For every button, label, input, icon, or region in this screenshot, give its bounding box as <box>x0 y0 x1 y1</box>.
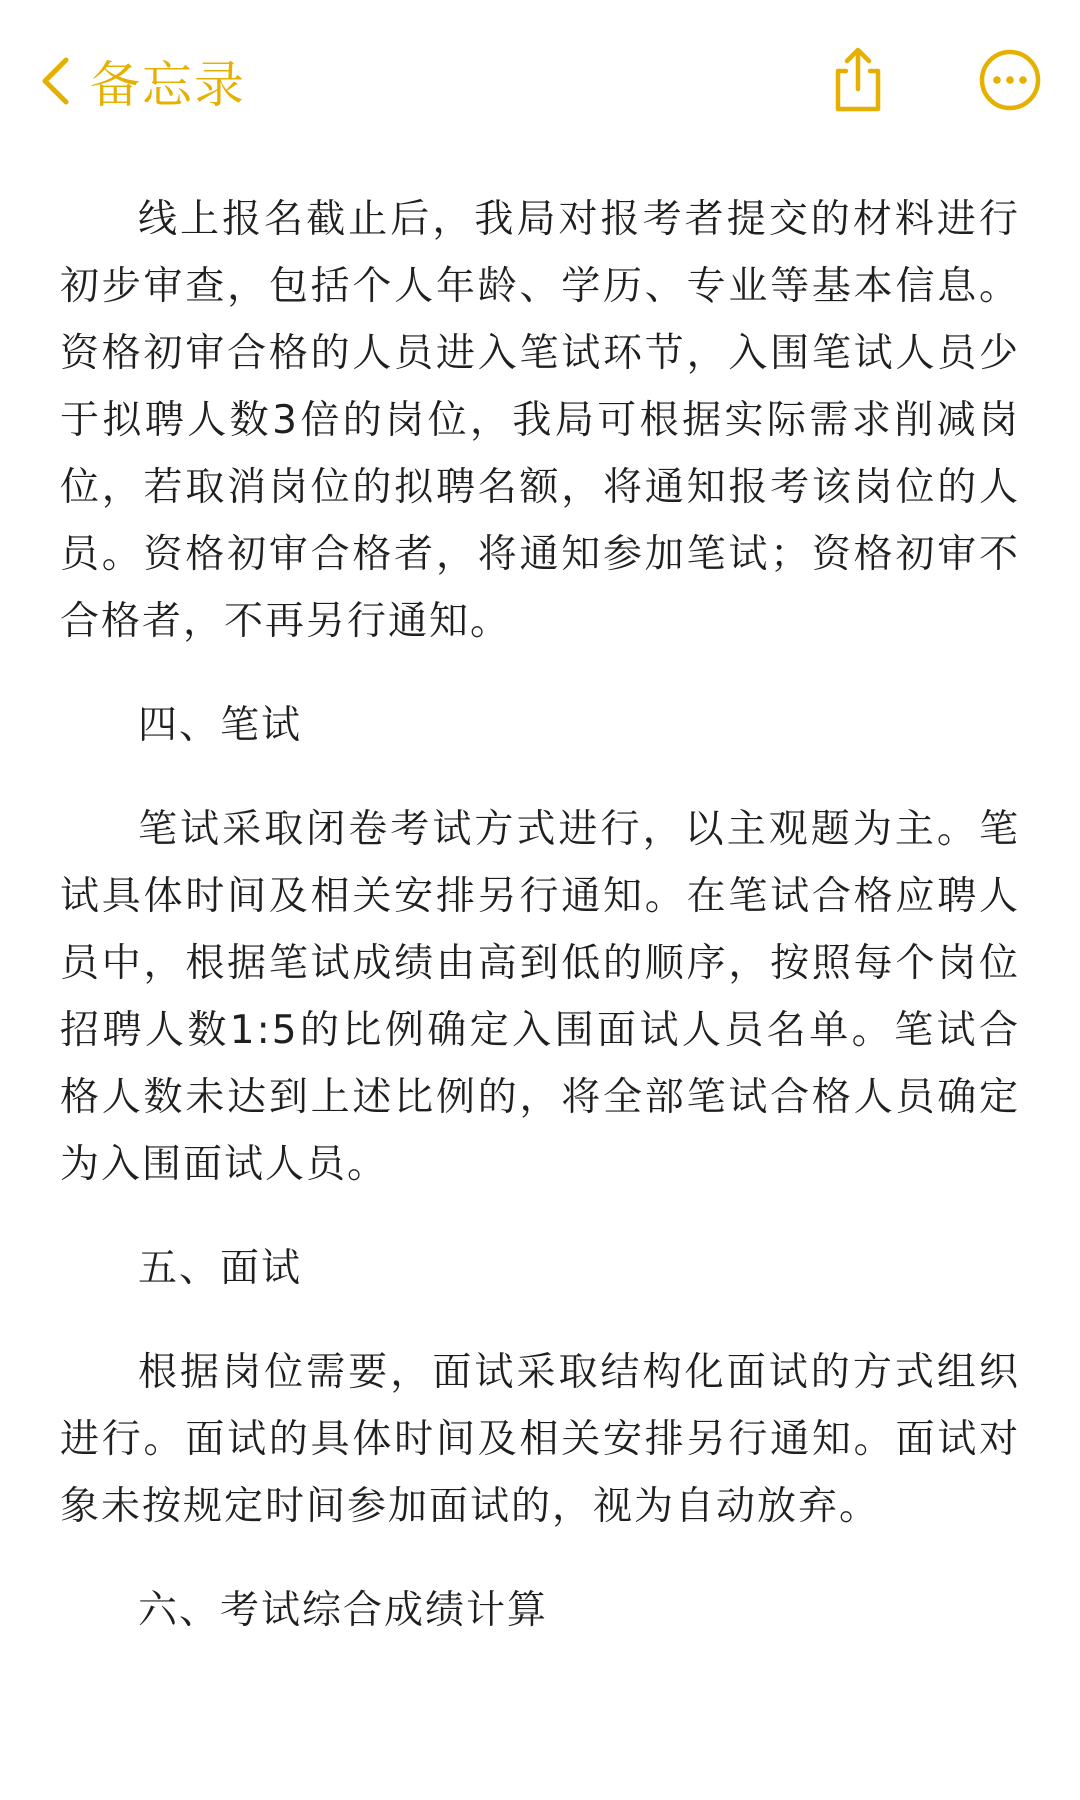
back-label: 备忘录 <box>90 56 246 114</box>
more-button[interactable] <box>970 42 1050 122</box>
ellipsis-circle-icon <box>978 48 1042 116</box>
section-heading: 五、面试 <box>138 1246 303 1291</box>
navigation-bar <box>0 0 1080 170</box>
section-heading: 六、考试综合成绩计算 <box>138 1588 549 1633</box>
section-heading: 四、笔试 <box>138 703 303 748</box>
note-paragraph: 根据岗位需要，面试采取结构化面试的方式组织进行。面试的具体时间及相关安排另行通知。面试对象未按规定时间参加面试的，视为自动放弃。 <box>60 1350 1020 1529</box>
note-body[interactable] <box>60 186 1020 1644</box>
chevron-left-icon <box>40 56 70 106</box>
share-button[interactable] <box>818 42 898 122</box>
note-paragraph: 笔试采取闭卷考试方式进行，以主观题为主。笔试具体时间及相关安排另行通知。在笔试合格应聘人员中，根据笔试成绩由高到低的顺序，按照每个岗位招聘人数1:5的比例确定入围面试人员名单。笔试合格人数未达到上述比例的，将全部笔试合格人员确定为入围面试人员。 <box>60 807 1020 1187</box>
note-paragraph: 线上报名截止后，我局对报考者提交的材料进行初步审查，包括个人年龄、学历、专业等基本信息。资格初审合格的人员进入笔试环节，入围笔试人员少于拟聘人数3倍的岗位，我局可根据实际需求削减岗位，若取消岗位的拟聘名额，将通知报考该岗位的人员。资格初审合格者，将通知参加笔试；资格初审不合格者，不再另行通知。 <box>60 197 1020 644</box>
back-button[interactable] <box>40 46 246 116</box>
share-icon <box>828 45 888 119</box>
